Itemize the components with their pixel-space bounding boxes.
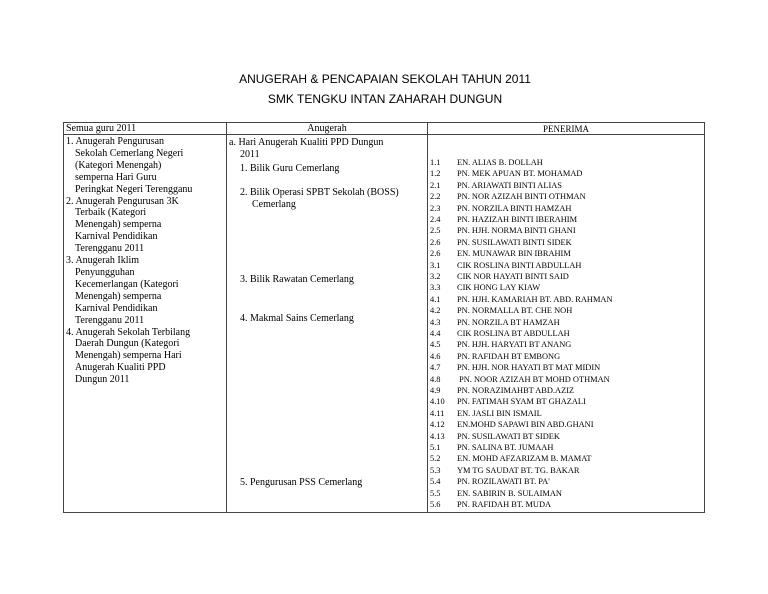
award-line: Anugerah Kualiti PPD — [75, 362, 166, 374]
recipient-row — [430, 385, 574, 396]
award-line: Sekolah Cemerlang Negeri — [75, 147, 184, 159]
recipient-name: EN. MOHD AFZARIZAM B. MAMAT — [457, 454, 592, 464]
school-name: SMK TENGKU INTAN ZAHARAH DUNGUN — [267, 92, 503, 106]
recipient-name: EN. JASLI BIN ISMAIL — [457, 408, 542, 418]
recipient-row — [430, 465, 579, 476]
award-line: Terbaik (Kategori — [75, 207, 147, 219]
recipient-row — [430, 476, 550, 487]
recipient-name: CIK ROSLINA BT ABDULLAH — [457, 329, 570, 338]
recipient-number: 5.2 — [430, 454, 441, 464]
recipient-number: 3.2 — [430, 272, 441, 281]
recipient-number: 5.5 — [430, 488, 441, 498]
recipient-name: PN. RAFIDAH BT EMBONG — [457, 351, 561, 361]
recipient-row — [430, 225, 576, 236]
recipient-number: 5.4 — [430, 477, 441, 487]
recipient-number: 2.3 — [430, 203, 441, 213]
recipient-name: PN. HJH. HARYATI BT ANANG — [457, 340, 572, 350]
award-line: Penyungguhan — [75, 266, 135, 278]
award-line: Kecemerlangan (Kategori — [75, 278, 179, 290]
recipient-number: 1.1 — [430, 158, 441, 167]
recipient-row — [430, 294, 613, 305]
column-divider-2 — [427, 122, 428, 513]
award-line: Menengah) semperna — [75, 219, 162, 231]
document-title: ANUGERAH & PENCAPAIAN SEKOLAH TAHUN 2011 — [239, 72, 531, 86]
recipient-number: 2.4 — [430, 215, 441, 224]
award-line: Karnival Pendidikan — [75, 302, 158, 314]
recipient-name: PN. HJH. KAMARIAH BT. ABD. RAHMAN — [457, 294, 613, 304]
recipient-row — [430, 408, 542, 419]
recipient-name: PN. SUSILAWATI BT SIDEK — [457, 431, 560, 441]
recipient-row — [430, 339, 571, 350]
recipient-row — [430, 282, 540, 293]
school-awards-list — [66, 136, 226, 386]
award-line: Daerah Dungun (Kategori — [75, 338, 180, 350]
recipient-number: 4.9 — [430, 386, 441, 395]
recipient-number: 4.1 — [430, 294, 441, 304]
recipient-name: PN. RAFIDAH BT. MUDA — [457, 500, 552, 509]
recipient-name: CIK NOR HAYATI BINTI SAID — [457, 272, 569, 281]
recipient-number: 4.4 — [430, 329, 441, 338]
recipient-number: 4.12 — [430, 420, 445, 430]
anugerah-item-3: 3. Bilik Rawatan Cemerlang — [240, 274, 354, 285]
award-line: Karnival Pendidikan — [75, 231, 158, 243]
recipient-row — [430, 362, 600, 373]
award-line: 1. Anugerah Pengurusan — [66, 136, 165, 147]
recipient-number: 4.10 — [430, 397, 445, 407]
recipient-name: EN. SABIRIN B. SULAIMAN — [457, 488, 562, 498]
recipient-name: PN. NORMALLA BT. CHE NOH — [457, 306, 573, 316]
recipient-name: PN. HJH. NORMA BINTI GHANI — [457, 226, 576, 236]
recipient-row — [430, 419, 594, 430]
award-line: 2. Anugerah Pengurusan 3K — [66, 195, 179, 207]
recipient-number: 4.2 — [430, 306, 441, 316]
recipient-number: 4.3 — [430, 317, 441, 327]
recipient-name: PN. FATIMAH SYAM BT GHAZALI — [457, 397, 586, 407]
recipient-name: CIK HONG LAY KIAW — [457, 283, 541, 293]
award-line: Menengah) semperna — [75, 290, 162, 302]
recipient-name: PN. SUSILAWATI BINTI SIDEK — [457, 237, 572, 247]
header-semua-guru: Semua guru 2011 — [66, 123, 137, 134]
recipient-row — [430, 168, 582, 179]
recipient-number: 4.7 — [430, 363, 441, 373]
recipient-name: PN. HJH. NOR HAYATI BT MAT MIDIN — [457, 363, 601, 373]
recipient-name: PN. MEK APUAN BT. MOHAMAD — [457, 169, 583, 179]
recipient-name: EN. MUNAWAR BIN IBRAHIM — [457, 249, 571, 259]
header-penerima: PENERIMA — [542, 124, 589, 134]
recipient-number: 5.1 — [430, 443, 441, 452]
award-line: Peringkat Negeri Terengganu — [75, 183, 193, 195]
anugerah-item-5: 5. Pengurusan PSS Cemerlang — [240, 477, 363, 488]
recipient-name: PN. NORZILA BINTI HAMZAH — [457, 203, 572, 213]
anugerah-item-2-cont: Cemerlang — [252, 199, 296, 210]
recipient-row — [430, 442, 553, 453]
recipient-name: PN. NORAZIMAHBT ABD.AZIZ — [457, 386, 575, 395]
recipient-row — [430, 328, 570, 339]
recipient-number: 5.3 — [430, 465, 441, 475]
recipient-row — [430, 374, 610, 385]
recipient-name: PN. SALINA BT. JUMAAH — [457, 443, 554, 452]
award-line: 3. Anugerah Iklim — [66, 255, 140, 267]
header-anugerah: Anugerah — [307, 123, 347, 134]
recipient-row — [430, 237, 572, 248]
recipient-row — [430, 214, 577, 225]
recipient-name: PN. NORZILA BT HAMZAH — [457, 317, 560, 327]
recipient-name: PN. NOOR AZIZAH BT MOHD OTHMAN — [457, 374, 610, 384]
award-line: semperna Hari Guru — [75, 171, 157, 183]
recipient-number: 4.8 — [430, 374, 441, 384]
recipient-number: 4.6 — [430, 351, 441, 361]
recipient-number: 2.6 — [430, 237, 441, 247]
recipient-row — [430, 499, 551, 510]
anugerah-item-4: 4. Makmal Sains Cemerlang — [240, 313, 354, 324]
recipient-number: 3.1 — [430, 260, 441, 270]
award-line: (Kategori Menengah) — [75, 159, 162, 171]
recipient-number: 2.5 — [430, 226, 441, 236]
anugerah-item-1: 1. Bilik Guru Cemerlang — [240, 163, 340, 174]
recipient-name: PN. HAZIZAH BINTI IBERAHIM — [457, 215, 578, 224]
recipient-row — [430, 180, 562, 191]
recipient-number: 1.2 — [430, 169, 441, 179]
recipient-row — [430, 488, 562, 499]
recipient-row — [430, 191, 586, 202]
recipient-number: 3.3 — [430, 283, 441, 293]
recipient-number: 4.5 — [430, 340, 441, 350]
recipient-row — [430, 157, 543, 168]
recipient-row — [430, 351, 560, 362]
recipient-number: 2.6 — [430, 249, 441, 259]
anugerah-a-year: 2011 — [240, 149, 260, 160]
recipient-row — [430, 260, 581, 271]
recipient-number: 4.13 — [430, 431, 445, 441]
recipient-number: 2.2 — [430, 192, 441, 202]
recipient-name: EN.MOHD SAPAWI BIN ABD.GHANI — [457, 420, 594, 430]
recipient-name: CIK ROSLINA BINTI ABDULLAH — [457, 260, 582, 270]
recipient-row — [430, 453, 591, 464]
recipient-number: 5.6 — [430, 500, 441, 509]
anugerah-item-2: 2. Bilik Operasi SPBT Sekolah (BOSS) — [240, 187, 399, 198]
recipient-name: YM TG SAUDAT BT. TG. BAKAR — [457, 465, 580, 475]
award-line: Terengganu 2011 — [75, 243, 145, 255]
recipient-row — [430, 305, 572, 316]
award-line: Menengah) semperna Hari — [75, 350, 182, 362]
recipient-row — [430, 271, 569, 282]
award-line: Terengganu 2011 — [75, 314, 145, 326]
recipient-number: 2.1 — [430, 180, 441, 190]
recipient-row — [430, 431, 560, 442]
recipient-row — [430, 248, 571, 259]
recipient-name: PN. NOR AZIZAH BINTI OTHMAN — [457, 192, 586, 202]
recipient-row — [430, 317, 560, 328]
recipient-name: PN. ARIAWATI BINTI ALIAS — [457, 180, 562, 190]
recipient-name: EN. ALIAS B. DOLLAH — [457, 158, 543, 167]
column-divider-1 — [226, 122, 227, 513]
recipient-row — [430, 396, 586, 407]
recipient-row — [430, 203, 571, 214]
recipient-number: 4.11 — [430, 408, 445, 418]
award-line: Dungun 2011 — [75, 374, 130, 386]
recipient-name: PN. ROZILAWATI BT. PA' — [457, 477, 550, 487]
anugerah-a-heading: a. Hari Anugerah Kualiti PPD Dungun — [229, 137, 384, 148]
award-line: 4. Anugerah Sekolah Terbilang — [66, 326, 191, 338]
